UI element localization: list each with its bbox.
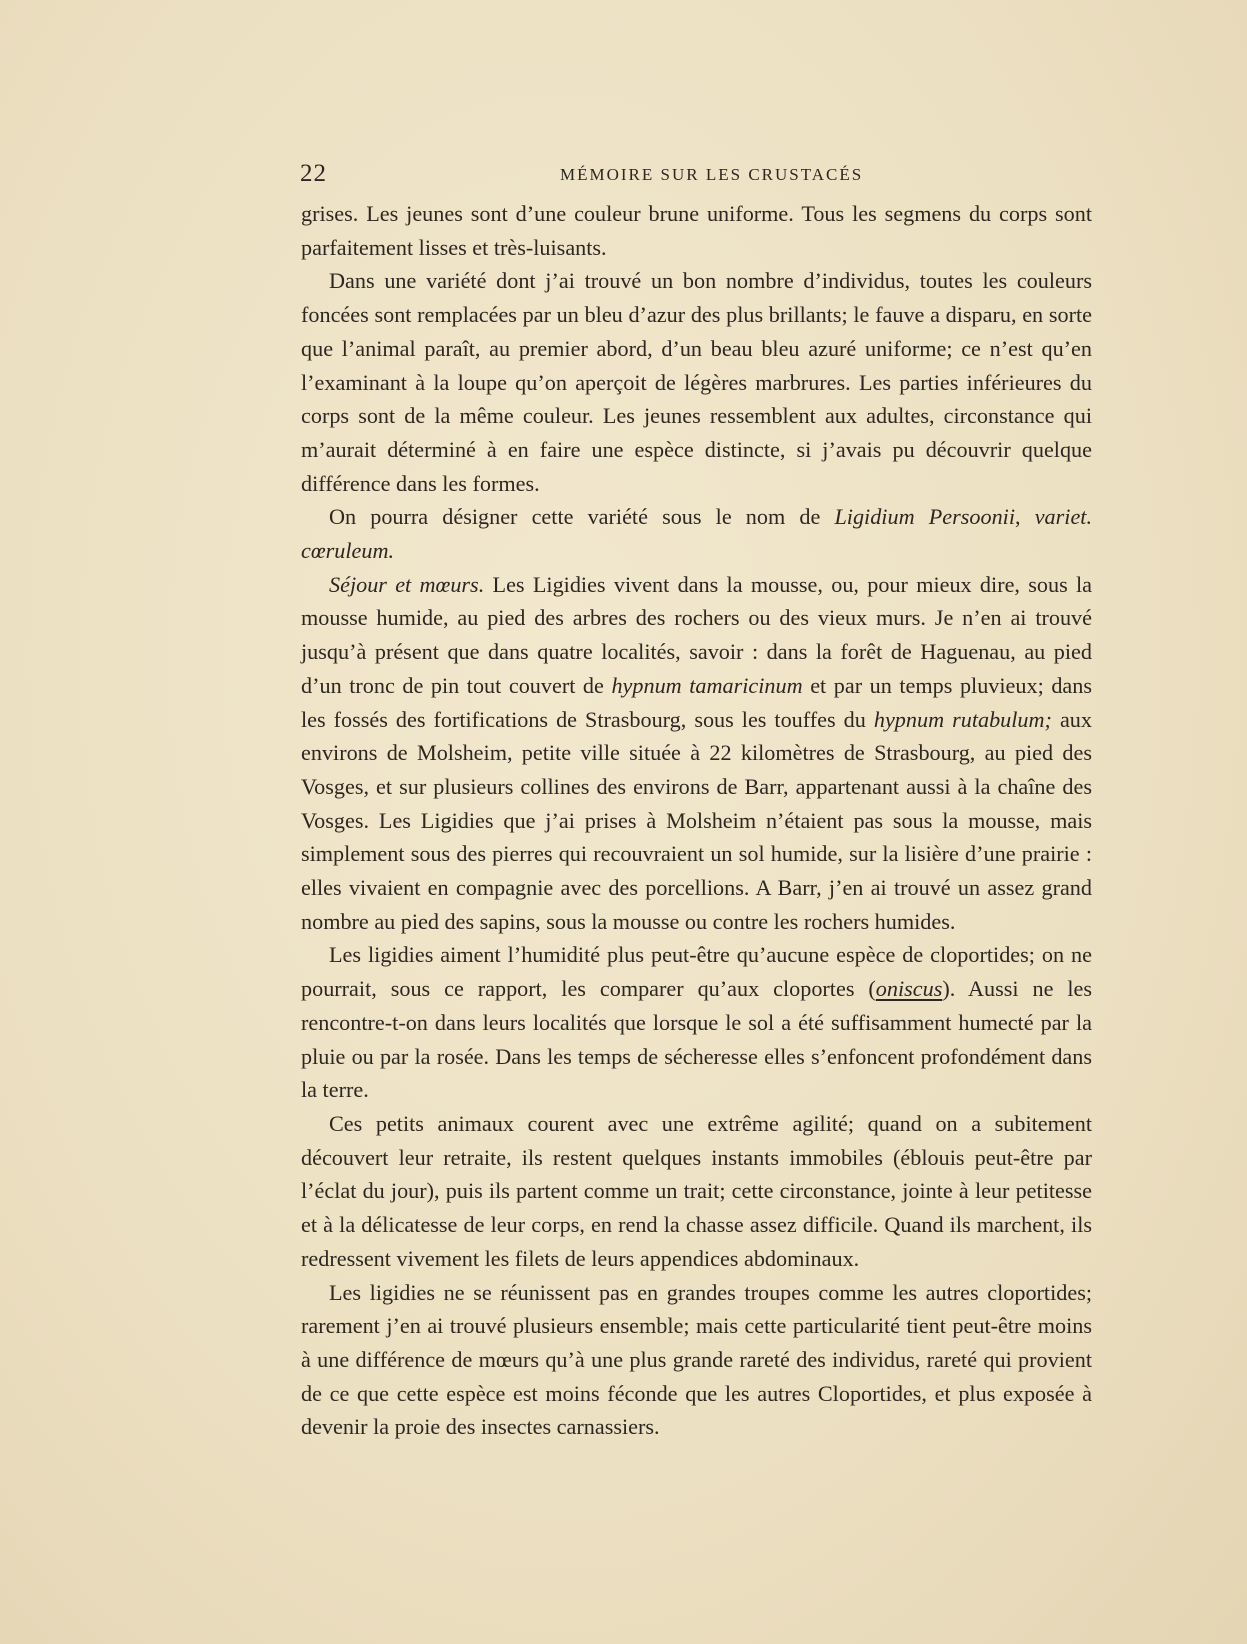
species-name: Ligidium Persoonii	[834, 504, 1016, 530]
paragraph-3-text: On pourra désigner cette variété sous le nom de	[329, 504, 835, 530]
paragraph-4-text-1: Les Ligidies vivent dans la mousse, ou, pour mieux dire, sous la mousse humide, au pied des arbres des rochers ou des vieux murs. Je n’en ai trouvé jusqu’à présent que dans quatre localités, savoir : dans la forêt de Haguenau, au pied d’un tronc de pin tout couvert de	[301, 571, 1093, 698]
paragraph-4-text-2: et par un temps pluvieux; dans les fossés des fortifications de Strasbourg, sous les touffes du	[301, 672, 1092, 732]
paragraph-2: Dans une variété dont j’ai trouvé un bon nombre d’individus, toutes les couleurs foncées sont remplacées par un bleu d’azur des plus brillants; le fauve a disparu, en sorte que l’animal paraît, au premier abord, d’un beau bleu azuré uniforme; ce n’est qu’en l’examinant à la loupe qu’on aperçoit de légères marbrures. Les parties inférieures du corps sont de la même couleur. Les jeunes ressemblent aux adultes, circonstance qui m’aurait déterminé à en faire une espèce distincte, si j’avais pu découvrir quelque différence dans les formes.	[301, 268, 1092, 496]
paragraph-5-text-2: ). Aussi ne les rencontre-t-on dans leurs localités que lorsque le sol a été suffisamment humecté par la pluie ou par la rosée. Dans les temps de sécheresse elles s’enfoncent profondément dans la terre.	[301, 976, 1092, 1103]
variety-name: variet. cœruleum.	[301, 504, 1093, 564]
running-head	[300, 160, 1092, 192]
paragraph-5-text-1: Les ligidies aiment l’humidité plus peut-être qu’aucune espèce de cloportides; on ne pourrait, sous ce rapport, les comparer qu’aux cloportes (	[301, 942, 1092, 1002]
paragraph-1: grises. Les jeunes sont d’une couleur brune uniforme. Tous les segmens du corps sont parfaitement lisses et très-luisants.	[301, 201, 1092, 260]
body-text	[301, 197, 1092, 1444]
running-title: MÉMOIRE SUR LES CRUSTACÉS	[560, 165, 864, 184]
page-number: 22	[300, 160, 327, 187]
moss-species-2: hypnum rutabulum;	[873, 706, 1052, 732]
paragraph-7: Les ligidies ne se réunissent pas en grandes troupes comme les autres cloportides; rarement j’en ai trouvé plusieurs ensemble; mais cette particularité tient peut-être moins à une différence de mœurs qu’à une plus grande rareté des individus, rareté qui provient de ce que cette espèce est moins féconde que les autres Cloportides, et plus exposée à devenir la proie des insectes carnassiers.	[301, 1279, 1092, 1440]
paragraph-5	[301, 938, 1092, 1107]
paragraph-3	[301, 500, 1092, 567]
paragraph-4	[301, 568, 1092, 939]
genus-oniscus: oniscus	[875, 976, 943, 1002]
paragraph-6: Ces petits animaux courent avec une extrême agilité; quand on a subitement découvert leur retraite, ils restent quelques instants immobiles (éblouis peut-être par l’éclat du jour), puis ils partent comme un trait; cette circonstance, jointe à leur petitesse et à la délicatesse de leur corps, en rend la chasse assez difficile. Quand ils marchent, ils redressent vivement les filets de leurs appendices abdominaux.	[301, 1110, 1092, 1271]
paragraph-3-comma: ,	[1015, 504, 1035, 530]
moss-species-1: hypnum tamaricinum	[611, 672, 803, 698]
section-heading: Séjour et mœurs.	[329, 571, 485, 597]
paragraph-4-text-3: aux environs de Molsheim, petite ville située à 22 kilomètres de Strasbourg, au pied des Vosges, et sur plusieurs collines des environs de Barr, appartenant aussi à la chaîne des Vosges. Les Ligidies que j’ai prises à Molsheim n’étaient pas sous la mousse, mais simplement sous des pierres qui recouvraient un sol humide, sur la lisière d’une prairie : elles vivaient en compagnie avec des porcellions. A Barr, j’en ai trouvé un assez grand nombre au pied des sapins, sous la mousse ou contre les rochers humides.	[301, 706, 1092, 934]
